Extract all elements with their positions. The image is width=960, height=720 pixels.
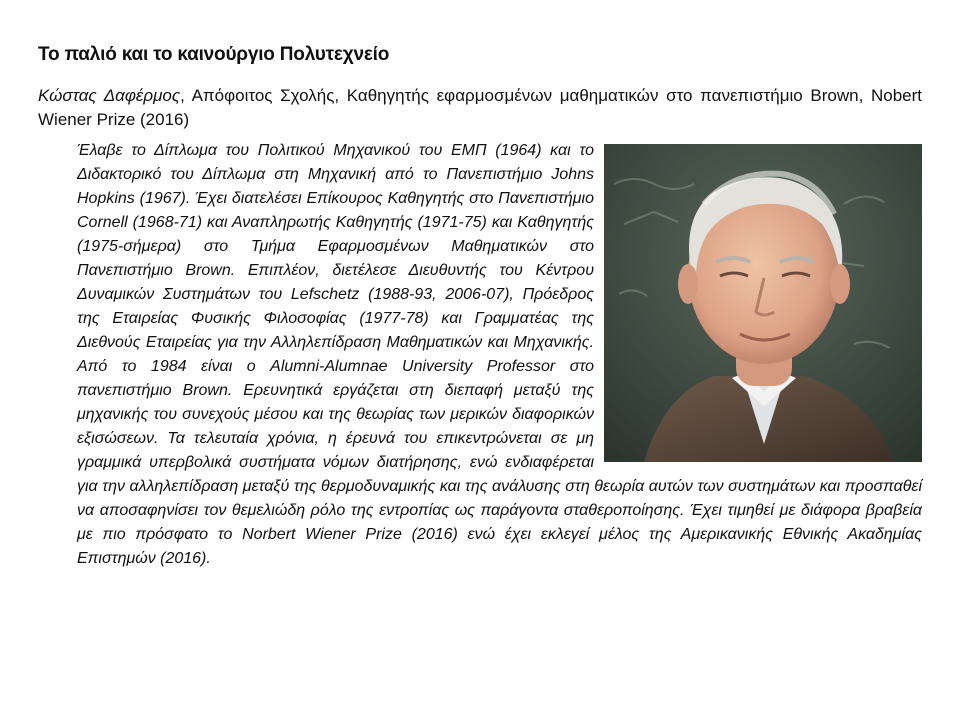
- bio-text: Έλαβε το Δίπλωμα του Πολιτικού Μηχανικού του ΕΜΠ (1964) και το Διδακτορικό του Δίπλωμα στη Μηχανική από το Πανεπιστήμιο Johns Hopkins (1967). Έχει διατελέσει Επίκουρος Καθηγητής στο Πανεπιστήμιο Cornell (1968-71) και Αναπληρωτής Καθηγητής (1971-75) και Καθηγητής (1975-σήμερα) στο Τμήμα Εφαρμοσμένων Μαθηματικών στο Πανεπιστήμιο Brown. Επιπλέον, διετέλεσε Διευθυντής του Κέντρου Δυναμικών Συστημάτων του Lefschetz (1988-93, 2006-07), Πρόεδρος της Εταιρείας Φυσικής Φιλοσοφίας (1977-78) και Γραμματέας της Διεθνούς Εταιρείας για την Αλληλεπίδραση Μαθηματικών και Μηχανικής. Από το 1984 είναι ο Alumni-Alumnae University Professor στο πανεπιστήμιο Brown. Ερευνητικά εργάζεται στη διεπαφή μεταξύ της μηχανικής του συνεχούς μέσου και της θεωρίας των μερικών διαφορικών εξισώσεων. Τα τελευταία χρόνια, η έρευνά του επικεντρώνεται σε μη γραμμικά υπερβολικά συστήματα νόμων διατήρησης, ενώ ενδιαφέρεται για την αλληλεπίδραση μεταξύ της θερμοδυναμικής και της ανάλυσης στη θεωρία αυτών των συστημάτων και προσπαθεί να αποσαφηνίσει τον θεμελιώδη ρόλο της εντροπίας ως παράγοντα σταθεροποίησης. Έχει τιμηθεί με διάφορα βραβεία με πιο πρόσφατο το Norbert Wiener Prize (2016) ενώ έχει εκλεγεί μέλος της Αμερικανικής Εθνικής Ακαδημίας Επιστημών (2016).: [77, 142, 922, 567]
- bio-section: [77, 139, 922, 571]
- page-title: Το παλιό και το καινούργιο Πολυτεχνείο: [38, 44, 390, 65]
- author-name: Κώστας Δαφέρμος: [38, 86, 181, 105]
- portrait-photo: [604, 144, 922, 462]
- author-description: , Απόφοιτος Σχολής, Καθηγητής εφαρμοσμένων μαθηματικών στο πανεπιστήμιο Brown, Nobert Wiener Prize (2016): [38, 86, 922, 129]
- author-subtitle: [38, 84, 922, 132]
